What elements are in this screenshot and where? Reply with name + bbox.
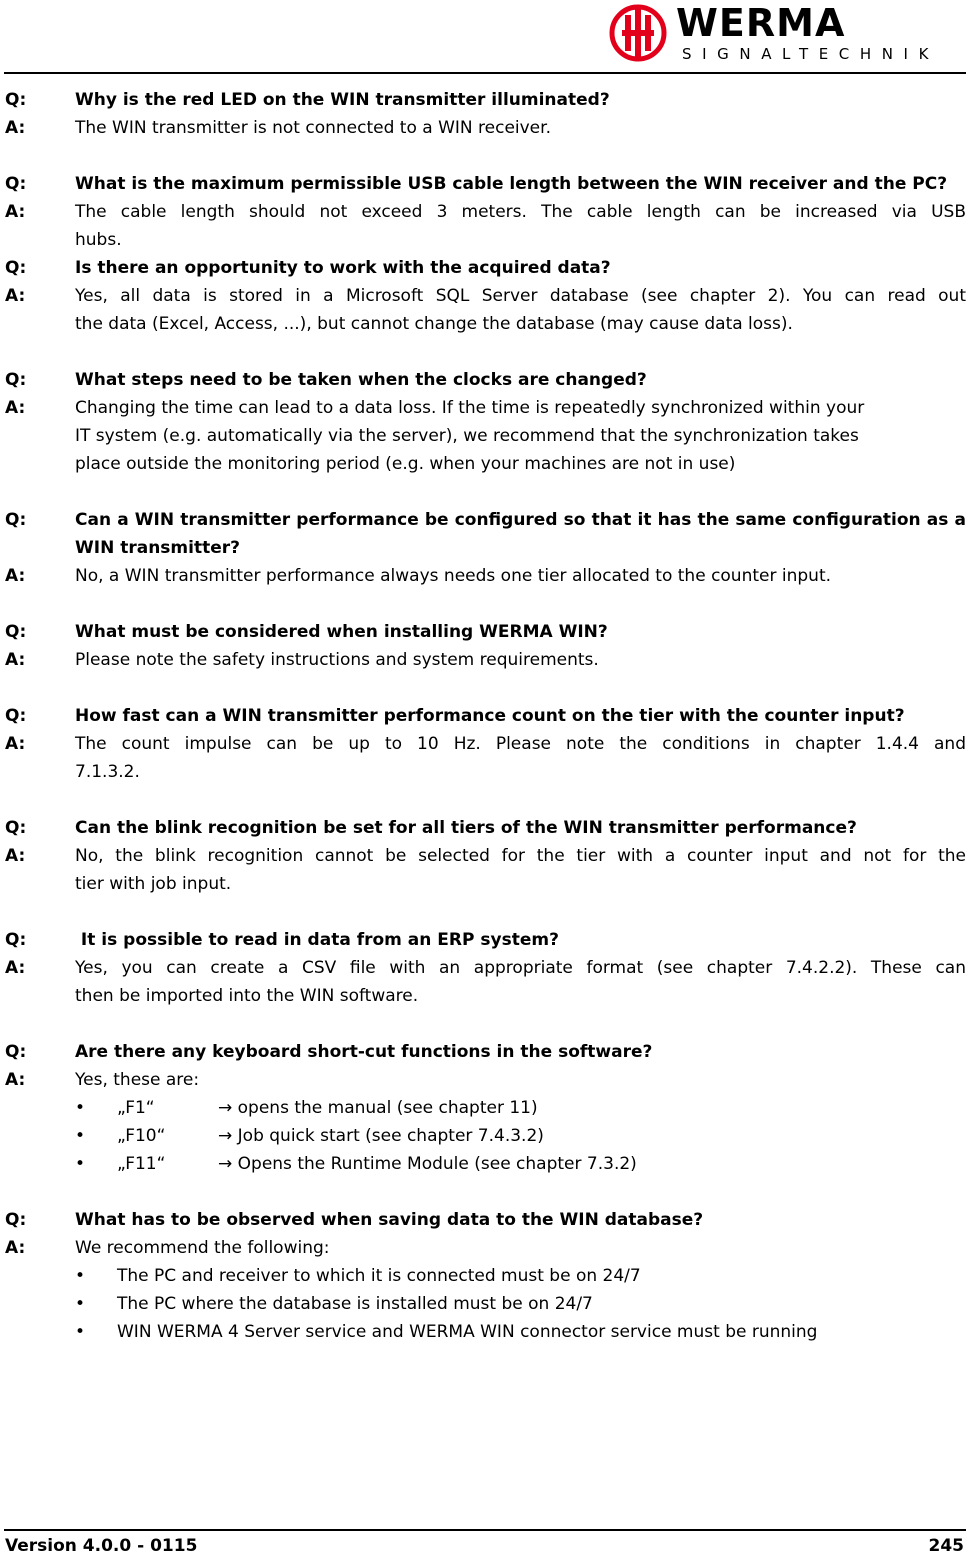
answer-row xyxy=(0,1234,970,1262)
answer-row xyxy=(0,842,970,870)
question-label: Q: xyxy=(5,930,27,950)
answer-row xyxy=(0,562,970,590)
answer-label: A: xyxy=(5,286,26,306)
header-divider xyxy=(4,72,966,74)
question-text: What has to be observed when saving data to the WIN database? xyxy=(75,1210,704,1230)
shortcut-action: → Opens the Runtime Module (see chapter 7.3.2) xyxy=(218,1154,637,1174)
question-text: Why is the red LED on the WIN transmitter illuminated? xyxy=(75,90,610,110)
bullet-icon: • xyxy=(75,1294,86,1314)
question-label: Q: xyxy=(5,818,27,838)
version-label: Version 4.0.0 - 0115 xyxy=(5,1536,198,1556)
question-row xyxy=(0,506,970,534)
answer-row xyxy=(0,954,970,982)
shortcut-key: „F1“ xyxy=(117,1098,155,1118)
list-item-text: The PC and receiver to which it is connected must be on 24/7 xyxy=(117,1266,641,1286)
question-row xyxy=(0,534,970,562)
question-text: What is the maximum permissible USB cable length between the WIN receiver and the PC? xyxy=(75,174,948,194)
answer-row xyxy=(0,1066,970,1094)
answer-row xyxy=(0,450,970,478)
question-text: WIN transmitter? xyxy=(75,538,240,558)
bullet-icon: • xyxy=(75,1266,86,1286)
answer-text: IT system (e.g. automatically via the server), we recommend that the synchronization takes xyxy=(75,426,859,446)
shortcut-item xyxy=(0,1122,970,1150)
answer-row xyxy=(0,758,970,786)
question-text: How fast can a WIN transmitter performance count on the tier with the counter input? xyxy=(75,706,905,726)
bullet-icon: • xyxy=(75,1154,86,1174)
question-text: Can the blink recognition be set for all tiers of the WIN transmitter performance? xyxy=(75,818,857,838)
brand-name: WERMA xyxy=(676,1,846,45)
answer-label: A: xyxy=(5,202,26,222)
answer-text: The cable length should not exceed 3 meters. The cable length can be increased via USB xyxy=(75,202,966,222)
answer-text: No, a WIN transmitter performance always needs one tier allocated to the counter input. xyxy=(75,566,832,586)
question-label: Q: xyxy=(5,510,27,530)
answer-label: A: xyxy=(5,566,26,586)
shortcut-item xyxy=(0,1150,970,1178)
answer-text: Changing the time can lead to a data loss. If the time is repeatedly synchronized within your xyxy=(75,398,865,418)
answer-text: tier with job input. xyxy=(75,874,232,894)
answer-text: The count impulse can be up to 10 Hz. Please note the conditions in chapter 1.4.4 and xyxy=(75,734,966,754)
answer-label: A: xyxy=(5,1070,26,1090)
page-number: 245 xyxy=(928,1536,964,1556)
faq-content xyxy=(0,86,970,1346)
answer-text: The WIN transmitter is not connected to a WIN receiver. xyxy=(75,118,551,138)
answer-text: No, the blink recognition cannot be selected for the tier with a counter input and not for the xyxy=(75,846,966,866)
question-row xyxy=(0,1206,970,1234)
question-text: Are there any keyboard short-cut functions in the software? xyxy=(75,1042,653,1062)
answer-text: Please note the safety instructions and system requirements. xyxy=(75,650,599,670)
answer-label: A: xyxy=(5,958,26,978)
answer-text: 7.1.3.2. xyxy=(75,762,140,782)
answer-text: hubs. xyxy=(75,230,122,250)
answer-text: We recommend the following: xyxy=(75,1238,330,1258)
answer-text: the data (Excel, Access, ...), but cannot change the database (may cause data loss). xyxy=(75,314,793,334)
answer-row xyxy=(0,646,970,674)
answer-label: A: xyxy=(5,1238,26,1258)
shortcut-key: „F11“ xyxy=(117,1154,166,1174)
answer-row xyxy=(0,198,970,226)
question-label: Q: xyxy=(5,258,27,278)
question-row xyxy=(0,1038,970,1066)
answer-row xyxy=(0,394,970,422)
answer-label: A: xyxy=(5,734,26,754)
answer-row xyxy=(0,730,970,758)
question-label: Q: xyxy=(5,622,27,642)
question-row xyxy=(0,254,970,282)
answer-label: A: xyxy=(5,650,26,670)
list-item-text: The PC where the database is installed must be on 24/7 xyxy=(117,1294,593,1314)
question-text: What steps need to be taken when the clocks are changed? xyxy=(75,370,647,390)
bullet-icon: • xyxy=(75,1098,86,1118)
answer-text: place outside the monitoring period (e.g. when your machines are not in use) xyxy=(75,454,736,474)
answer-text: Yes, you can create a CSV file with an appropriate format (see chapter 7.4.2.2). These can xyxy=(75,958,966,978)
question-row xyxy=(0,702,970,730)
shortcut-item xyxy=(0,1094,970,1122)
bullet-icon: • xyxy=(75,1126,86,1146)
answer-label: A: xyxy=(5,118,26,138)
question-label: Q: xyxy=(5,370,27,390)
answer-label: A: xyxy=(5,398,26,418)
question-row xyxy=(0,86,970,114)
answer-row xyxy=(0,114,970,142)
question-text: What must be considered when installing WERMA WIN? xyxy=(75,622,608,642)
question-row xyxy=(0,926,970,954)
werma-logo-icon xyxy=(608,3,668,63)
answer-row xyxy=(0,870,970,898)
footer-divider xyxy=(4,1529,966,1531)
list-item xyxy=(0,1318,970,1346)
werma-logo xyxy=(608,3,964,65)
brand-tagline: SIGNALTECHNIK xyxy=(682,45,940,63)
answer-row xyxy=(0,282,970,310)
question-label: Q: xyxy=(5,1210,27,1230)
list-item xyxy=(0,1290,970,1318)
question-row xyxy=(0,814,970,842)
bullet-icon: • xyxy=(75,1322,86,1342)
answer-row xyxy=(0,422,970,450)
page-header xyxy=(0,0,970,76)
question-label: Q: xyxy=(5,90,27,110)
answer-label: A: xyxy=(5,846,26,866)
question-label: Q: xyxy=(5,1042,27,1062)
shortcut-action: → opens the manual (see chapter 11) xyxy=(218,1098,538,1118)
question-text: Can a WIN transmitter performance be configured so that it has the same configuration as a xyxy=(75,510,966,530)
answer-text: Yes, these are: xyxy=(75,1070,200,1090)
question-text: Is there an opportunity to work with the acquired data? xyxy=(75,258,611,278)
answer-row xyxy=(0,982,970,1010)
answer-text: then be imported into the WIN software. xyxy=(75,986,419,1006)
answer-row xyxy=(0,226,970,254)
question-label: Q: xyxy=(5,174,27,194)
question-label: Q: xyxy=(5,706,27,726)
shortcut-action: → Job quick start (see chapter 7.4.3.2) xyxy=(218,1126,544,1146)
question-text: It is possible to read in data from an ERP system? xyxy=(75,930,559,950)
answer-row xyxy=(0,310,970,338)
shortcut-key: „F10“ xyxy=(117,1126,166,1146)
question-row xyxy=(0,366,970,394)
list-item xyxy=(0,1262,970,1290)
answer-text: Yes, all data is stored in a Microsoft SQL Server database (see chapter 2). You can read out xyxy=(75,286,966,306)
question-row xyxy=(0,170,970,198)
list-item-text: WIN WERMA 4 Server service and WERMA WIN connector service must be running xyxy=(117,1322,818,1342)
question-row xyxy=(0,618,970,646)
